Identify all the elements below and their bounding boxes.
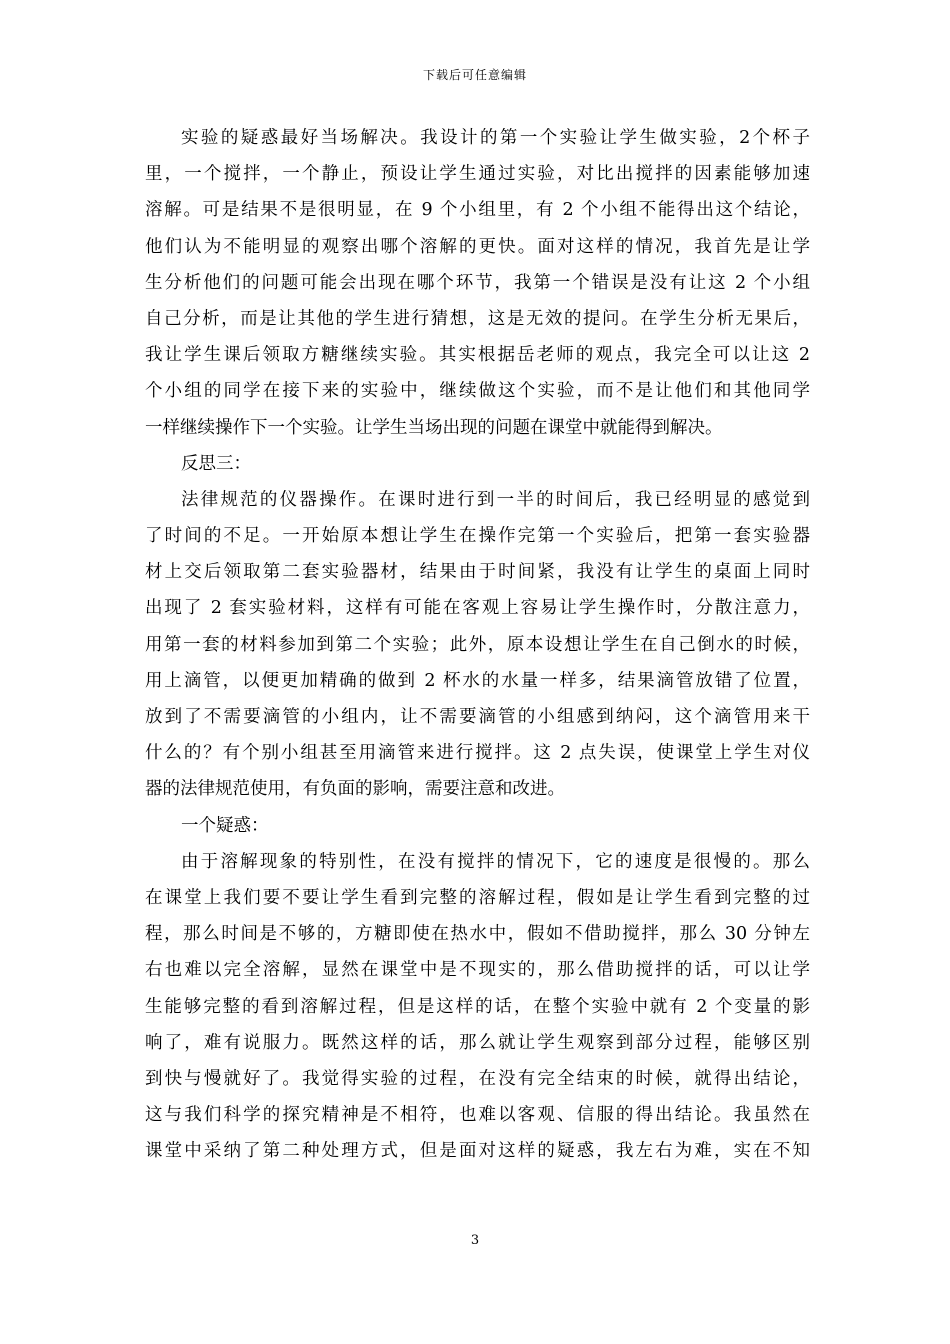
text-line: 生分析他们的问题可能会出现在哪个环节，我第一个错误是没有让这 2 个小组 bbox=[145, 272, 810, 293]
text-line: 放到了不需要滴管的小组内，让不需要滴管的小组感到纳闷，这个滴管用来干 bbox=[145, 707, 810, 727]
text-line: 里，一个搅拌，一个静止，预设让学生通过实验，对比出搅拌的因素能够加速 bbox=[145, 164, 810, 185]
text-line: 实验的疑惑最好当场解决。我设计的第一个实验让学生做实验，2个杯子 bbox=[181, 128, 810, 148]
text-line: 右也难以完全溶解，显然在课堂中是不现实的，那么借助搅拌的话，可以让学 bbox=[145, 960, 810, 981]
text-line: 材上交后领取第二套实验器材，结果由于时间紧，我没有让学生的桌面上同时 bbox=[145, 562, 810, 583]
text-line: 他们认为不能明显的观察出哪个溶解的更快。面对这样的情况，我首先是让学 bbox=[145, 236, 810, 257]
text-line: 到快与慢就好了。我觉得实验的过程，在没有完全结束的时候，就得出结论， bbox=[145, 1068, 810, 1089]
text-line: 溶解。可是结果不是很明显，在 9 个小组里，有 2 个小组不能得出这个结论， bbox=[145, 200, 810, 221]
text-line: 这与我们科学的探究精神是不相符，也难以客观、信服的得出结论。我虽然在 bbox=[145, 1105, 810, 1126]
text-line: 用上滴管，以便更加精确的做到 2 杯水的水量一样多，结果滴管放错了位置， bbox=[145, 670, 810, 691]
text-line: 自己分析，而是让其他的学生进行猜想，这是无效的提问。在学生分析无果后， bbox=[145, 308, 810, 329]
text-line: 个小组的同学在接下来的实验中，继续做这个实验，而不是让他们和其他同学 bbox=[145, 381, 810, 402]
text-line: 生能够完整的看到溶解过程，但是这样的话，在整个实验中就有 2 个变量的影 bbox=[145, 996, 810, 1017]
text-line: 用第一套的材料参加到第二个实验；此外，原本设想让学生在自己倒水的时候， bbox=[145, 634, 810, 655]
page-header: 下载后可任意编辑 bbox=[422, 68, 527, 82]
text-line: 一个疑惑： bbox=[181, 815, 269, 836]
text-line: 在课堂上我们要不要让学生看到完整的溶解过程，假如是让学生看到完整的过 bbox=[145, 887, 810, 908]
text-line: 程，那么时间是不够的，方糖即使在热水中，假如不借助搅拌，那么 30 分钟左 bbox=[145, 924, 810, 945]
page-number: 3 bbox=[470, 1233, 480, 1248]
text-line: 法律规范的仪器操作。在课时进行到一半的时间后，我已经明显的感觉到 bbox=[181, 489, 810, 510]
text-line: 响了，难有说服力。既然这样的话，那么就让学生观察到部分过程，能够区别 bbox=[145, 1032, 810, 1053]
text-line: 课堂中采纳了第二种处理方式，但是面对这样的疑惑，我左右为难，实在不知 bbox=[145, 1141, 810, 1162]
text-line: 器的法律规范使用，有负面的影响，需要注意和改进。 bbox=[145, 779, 565, 800]
text-line: 什么的？有个别小组甚至用滴管来进行搅拌。这 2 点失误，使课堂上学生对仪 bbox=[145, 743, 810, 764]
text-line: 了时间的不足。一开始原本想让学生在操作完第一个实验后，把第一套实验器 bbox=[145, 526, 810, 547]
text-line: 出现了 2 套实验材料，这样有可能在客观上容易让学生操作时，分散注意力， bbox=[145, 598, 810, 619]
document-body bbox=[145, 120, 810, 1169]
text-line: 我让学生课后领取方糖继续实验。其实根据岳老师的观点，我完全可以让这 2 bbox=[145, 345, 810, 366]
text-line: 反思三： bbox=[181, 453, 251, 474]
text-line: 由于溶解现象的特别性，在没有搅拌的情况下，它的速度是很慢的。那么 bbox=[181, 851, 810, 872]
text-line: 一样继续操作下一个实验。让学生当场出现的问题在课堂中就能得到解决。 bbox=[145, 417, 723, 438]
